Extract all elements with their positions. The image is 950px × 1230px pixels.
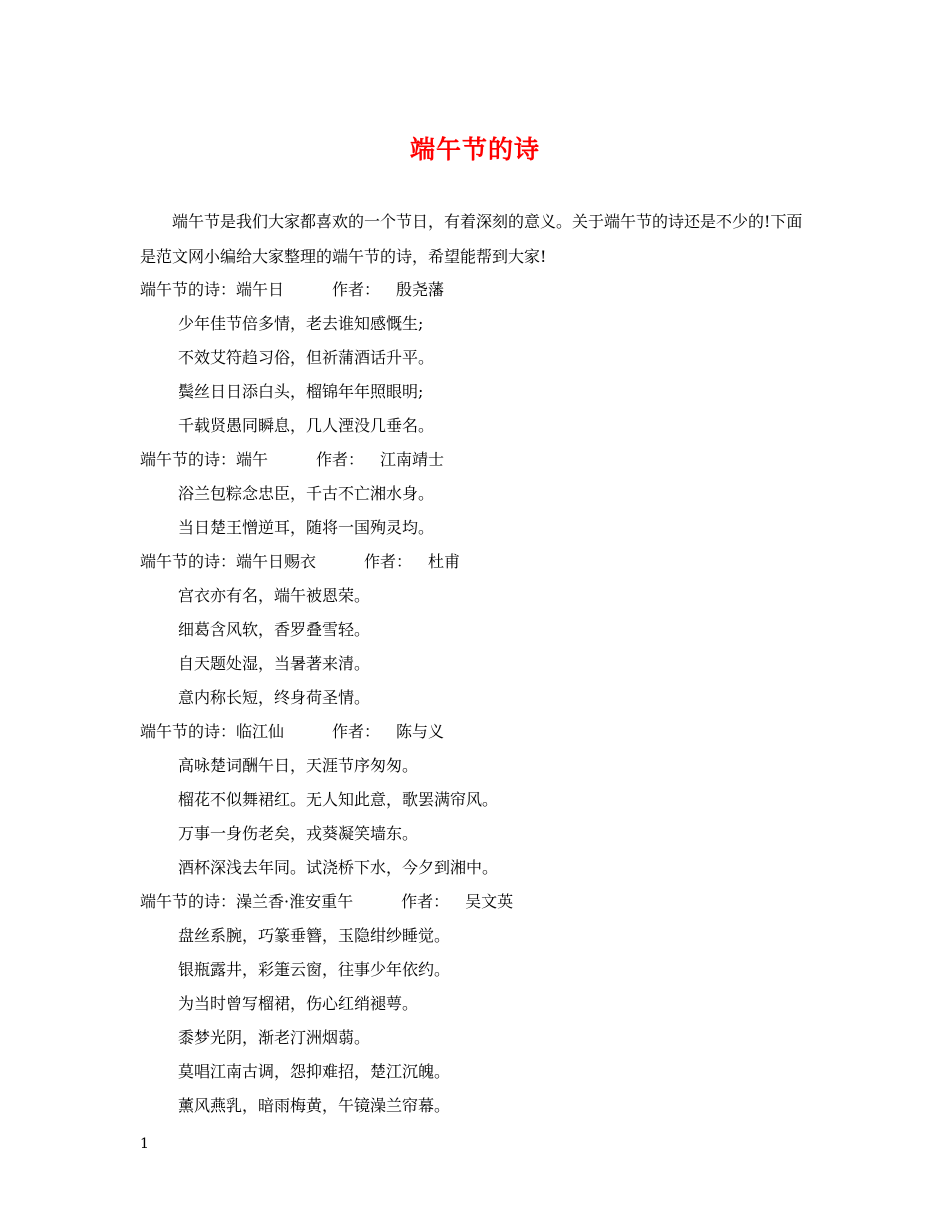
poem-author: 江南靖士 bbox=[380, 450, 445, 469]
poem-author: 陈与义 bbox=[396, 722, 445, 741]
poem-title: 端午节的诗：澡兰香·淮安重午 bbox=[140, 892, 354, 911]
poem-title: 端午节的诗：端午日赐衣 bbox=[140, 552, 317, 571]
author-label: 作者： bbox=[364, 552, 413, 571]
poem-title: 端午节的诗：端午 bbox=[140, 450, 269, 469]
poem-author: 殷尧藩 bbox=[396, 280, 445, 299]
author-label: 作者： bbox=[332, 280, 381, 299]
poem-heading bbox=[140, 885, 815, 919]
poem-line: 浴兰包粽念忠臣，千古不亡湘水身。 bbox=[178, 484, 435, 503]
poem-line: 万事一身伤老矣，戎葵凝笑墙东。 bbox=[178, 824, 419, 843]
poem-line: 为当时曾写榴裙，伤心红绡褪萼。 bbox=[178, 994, 419, 1013]
intro-paragraph: 端午节是我们大家都喜欢的一个节日，有着深刻的意义。关于端午节的诗还是不少的!下面是范文网小编给大家整理的端午节的诗，希望能帮到大家! bbox=[140, 212, 803, 266]
poem-line: 鬓丝日日添白头，榴锦年年照眼明; bbox=[178, 382, 424, 401]
poem-line: 莫唱江南古调，怨抑难招，楚江沉魄。 bbox=[178, 1062, 451, 1081]
author-label: 作者： bbox=[401, 892, 450, 911]
poem-line: 意内称长短，终身荷圣情。 bbox=[178, 688, 371, 707]
poem-author: 吴文英 bbox=[465, 892, 514, 911]
poem-line: 自天题处湿，当暑著来清。 bbox=[178, 654, 371, 673]
poem-heading bbox=[140, 715, 815, 749]
poem-heading bbox=[140, 443, 815, 477]
page-number: 1 bbox=[140, 1136, 149, 1152]
poem-author: 杜甫 bbox=[428, 552, 461, 571]
poem-line: 少年佳节倍多情，老去谁知感慨生; bbox=[178, 314, 424, 333]
poem-title: 端午节的诗：端午日 bbox=[140, 280, 285, 299]
poem-heading bbox=[140, 273, 815, 307]
poem-line: 细葛含风软，香罗叠雪轻。 bbox=[178, 620, 371, 639]
poem-title: 端午节的诗：临江仙 bbox=[140, 722, 285, 741]
poem-line: 薰风燕乳，暗雨梅黄，午镜澡兰帘幕。 bbox=[178, 1096, 451, 1115]
poem-heading bbox=[140, 545, 815, 579]
author-label: 作者： bbox=[332, 722, 381, 741]
poem-line: 宫衣亦有名，端午被恩荣。 bbox=[178, 586, 371, 605]
poem-line: 银瓶露井，彩箑云窗，往事少年依约。 bbox=[178, 960, 451, 979]
poem-line: 不效艾符趋习俗，但祈蒲酒话升平。 bbox=[178, 348, 435, 367]
poem-line: 千载贤愚同瞬息，几人湮没几垂名。 bbox=[178, 416, 435, 435]
page-title: 端午节的诗 bbox=[409, 135, 540, 164]
poem-line: 酒杯深浅去年同。试浇桥下水，今夕到湘中。 bbox=[178, 858, 499, 877]
poem-line: 当日楚王憎逆耳，随将一国殉灵均。 bbox=[178, 518, 435, 537]
poem-list bbox=[140, 273, 815, 1123]
poem-line: 高咏楚词酬午日，天涯节序匆匆。 bbox=[178, 756, 419, 775]
poem-line: 黍梦光阴，渐老汀洲烟蒻。 bbox=[178, 1028, 371, 1047]
author-label: 作者： bbox=[316, 450, 365, 469]
poem-line: 盘丝系腕，巧篆垂簪，玉隐绀纱睡觉。 bbox=[178, 926, 451, 945]
poem-line: 榴花不似舞裙红。无人知此意，歌罢满帘风。 bbox=[178, 790, 499, 809]
document-body bbox=[140, 204, 815, 1123]
